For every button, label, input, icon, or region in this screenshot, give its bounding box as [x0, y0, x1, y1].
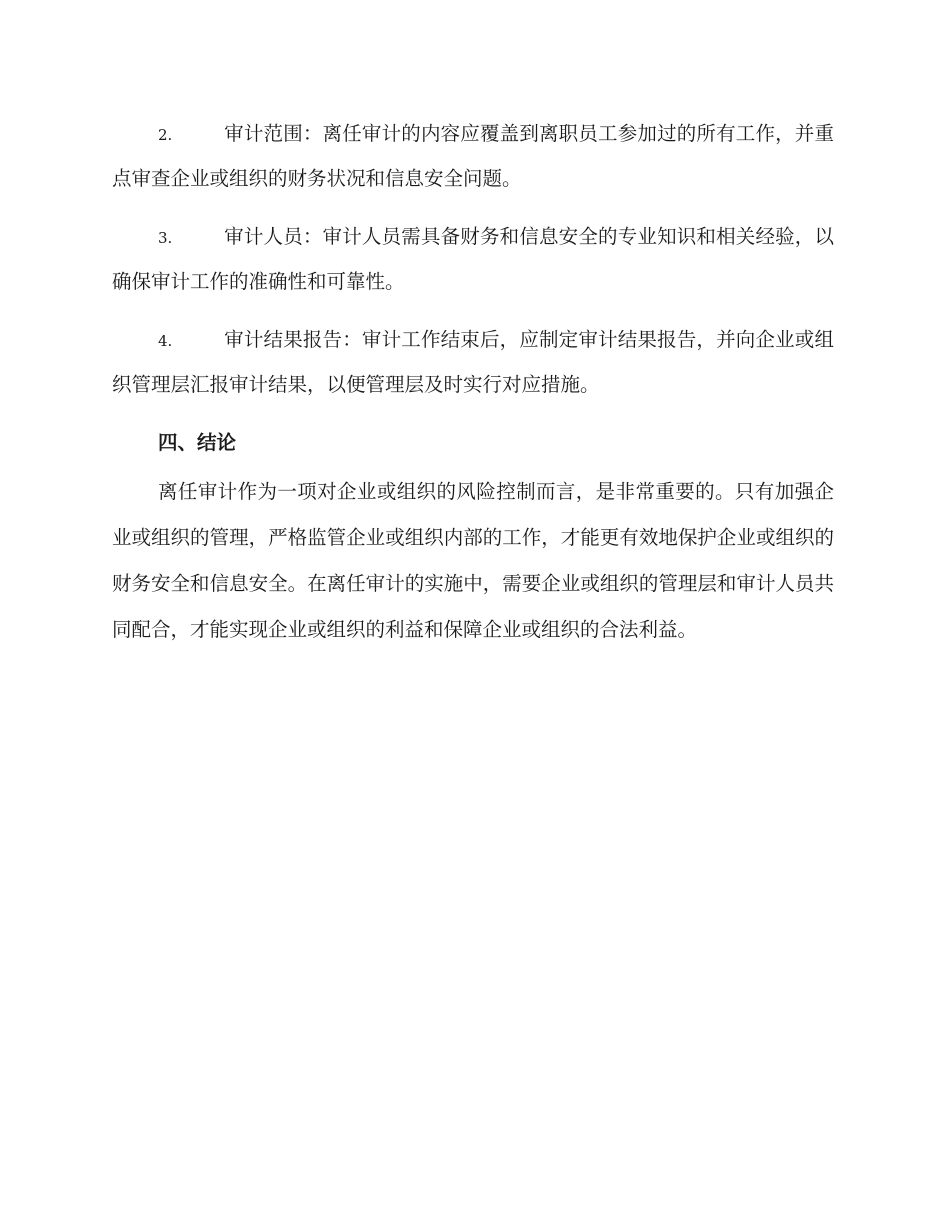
list-item-text: 审计人员：审计人员需具备财务和信息安全的专业知识和相关经验，以确保审计工作的准确性和可靠性。 — [112, 225, 834, 293]
conclusion-paragraph: 离任审计作为一项对企业或组织的风险控制而言，是非常重要的。只有加强企业或组织的管理，严格监管企业或组织内部的工作，才能更有效地保护企业或组织的财务安全和信息安全。在离任审计的实施中，需要企业或组织的管理层和审计人员共同配合，才能实现企业或组织的利益和保障企业或组织的合法利益。 — [112, 480, 834, 641]
list-item — [112, 112, 834, 201]
list-item-text: 审计范围：离任审计的内容应覆盖到离职员工参加过的所有工作，并重点审查企业或组织的财务状况和信息安全问题。 — [112, 122, 834, 190]
document-body — [112, 112, 834, 653]
list-item-number: 3. — [158, 229, 173, 247]
list-item-number: 4. — [158, 332, 173, 350]
list-item-number: 2. — [158, 126, 173, 144]
list-item-text: 审计结果报告：审计工作结束后，应制定审计结果报告，并向企业或组织管理层汇报审计结果，以便管理层及时实行对应措施。 — [112, 328, 834, 396]
list-item — [112, 215, 834, 304]
section-heading: 四、结论 — [158, 431, 237, 454]
list-item — [112, 318, 834, 407]
